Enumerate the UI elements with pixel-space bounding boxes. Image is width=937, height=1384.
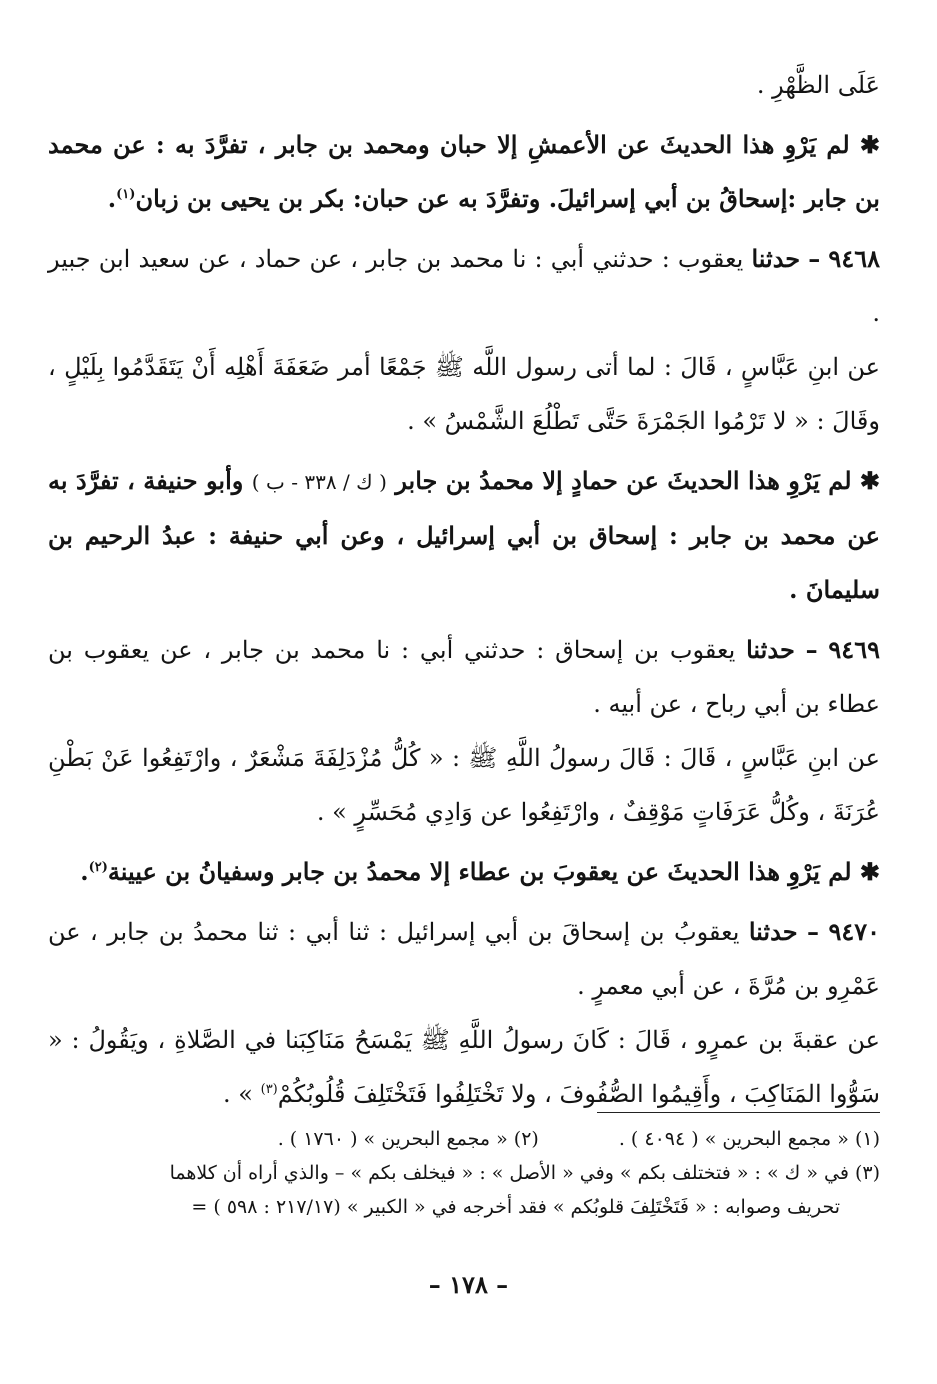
commentary-note-2: ✱ لم يَرْوِ هذا الحديثَ عن حمادٍ إلا محمدُ بن جابر ( ك / ٣٣٨ - ب ) وأبو حنيفة ، تفرَّدَ به عن محمد بن جابر : إسحاق بن أبي إسرائيل ، وعن أبي حنيفة : عبدُ الرحيم بن سليمانَ . (48, 466, 881, 604)
star-icon: ✱ (851, 466, 881, 495)
hadith-number: ٩٤٦٨ (828, 244, 880, 273)
hadith-9470-isnad: ٩٤٧٠ – حدثنا يعقوبُ بن إسحاقَ بن أبي إسرائيل : ثنا أبي : ثنا محمدُ بن جابر ، عن عَمْرِو بن مُرَّةَ ، عن أبي معمرٍ . (48, 917, 880, 1000)
hadith-9470-matn: عن عقبةَ بن عمرٍو ، قَالَ : كَانَ رسولُ اللَّهِ ﷺ يَمْسَحُ مَنَاكِبَنا في الصَّلاةِ ، ويَقُولُ : « سَوُّوا المَنَاكِبَ ، وأَقِيمُوا الصُّفُوفَ ، ولا تَخْتَلِفُوا فَتَخْتَلِفَ قُلُوبُكُمْ$^{(٣)}$ » . (48, 1026, 880, 1108)
hadith-9469-matn: عن ابنِ عَبَّاسٍ ، قَالَ : قَالَ رسولُ اللَّهِ ﷺ : « كُلُّ مُزْدَلِفَةَ مَشْعَرٌ ، وارْتَفِعُوا عَنْ بَطْنِ عُرَنَةَ ، وكُلُّ عَرَفَاتٍ مَوْقِفٌ ، وارْتَفِعُوا عن وَادِي مُحَسِّرٍ » . (48, 744, 880, 826)
paragraph-end-previous: عَلَى الظَّهْرِ . (756, 71, 880, 99)
commentary-note-3: ✱ لم يَرْوِ هذا الحديثَ عن يعقوبَ بن عطاء إلا محمدُ بن جابر وسفيانُ بن عيينة$^{(٢)}$. (80, 857, 880, 886)
footnote-2: (٢) « مجمع البحرين » ( ١٧٦٠ ) . (277, 1128, 539, 1150)
page-number: – ١٧٨ – (428, 1270, 509, 1299)
footnote-3-continued: تحريف وصوابه : « فَتَخْتَلِفَ قلوبُكم » فقد أخرجه في « الكبير » (٢١٧/١٧ : ٥٩٨ ) = (191, 1196, 840, 1218)
hadith-number: ٩٤٧٠ (828, 917, 880, 946)
commentary-note-1: ✱ لم يَرْوِ هذا الحديثَ عن الأعمشِ إلا حبان ومحمد بن جابر ، تفرَّدَ به : عن محمد بن جابر :إسحاقُ بن أبي إسرائيلَ. وتفرَّدَ به عن حبان: بكر بن يحيى بن زبان$^{(١)}$. (48, 130, 881, 213)
main-text (48, 58, 880, 1121)
hadith-9468-isnad: ٩٤٦٨ – حدثنا يعقوب : حدثني أبي : نا محمد بن جابر ، عن حماد ، عن سعيد ابن جبير . (48, 244, 880, 327)
hadith-number: ٩٤٦٩ (828, 635, 880, 664)
star-icon: ✱ (849, 130, 881, 159)
haddathana-label: حدثنا (746, 635, 795, 664)
footnote-1: (١) « مجمع البحرين » ( ٤٠٩٤ ) . (618, 1128, 880, 1150)
star-icon: ✱ (851, 857, 880, 886)
footnote-3: (٣) في « ك » : « فتختلف بكم » وفي « الأصل » : « فيخلف بكم » – والذي أراه أن كلاهما (169, 1162, 880, 1184)
haddathana-label: حدثنا (748, 917, 798, 946)
manuscript-ref: ( ك / ٣٣٨ - ب ) (251, 470, 387, 494)
footnotes (50, 1122, 880, 1224)
footnote-ref-2: (٢) (88, 860, 108, 875)
footnote-ref-1: (١) (116, 187, 136, 202)
haddathana-label: حدثنا (751, 244, 801, 273)
footnote-ref-3: (٣) (260, 1082, 278, 1097)
footnote-divider (597, 1112, 880, 1113)
hadith-9468-matn: عن ابنِ عَبَّاسٍ ، قَالَ : لما أتى رسول اللَّه ﷺ جَمْعًا أمر ضَعَفَةَ أَهْلِه أَنْ يَتَقَدَّمُوا بِلَيْلٍ ، وقَالَ : « لا تَرْمُوا الجَمْرَةَ حَتَّى تَطْلُعَ الشَّمْسُ » . (48, 353, 880, 435)
hadith-9469-isnad: ٩٤٦٩ – حدثنا يعقوب بن إسحاق : حدثني أبي : نا محمد بن جابر ، عن يعقوب بن عطاء بن أبي رباح ، عن أبيه . (48, 635, 880, 718)
footnotes-1-2 (50, 1122, 880, 1156)
